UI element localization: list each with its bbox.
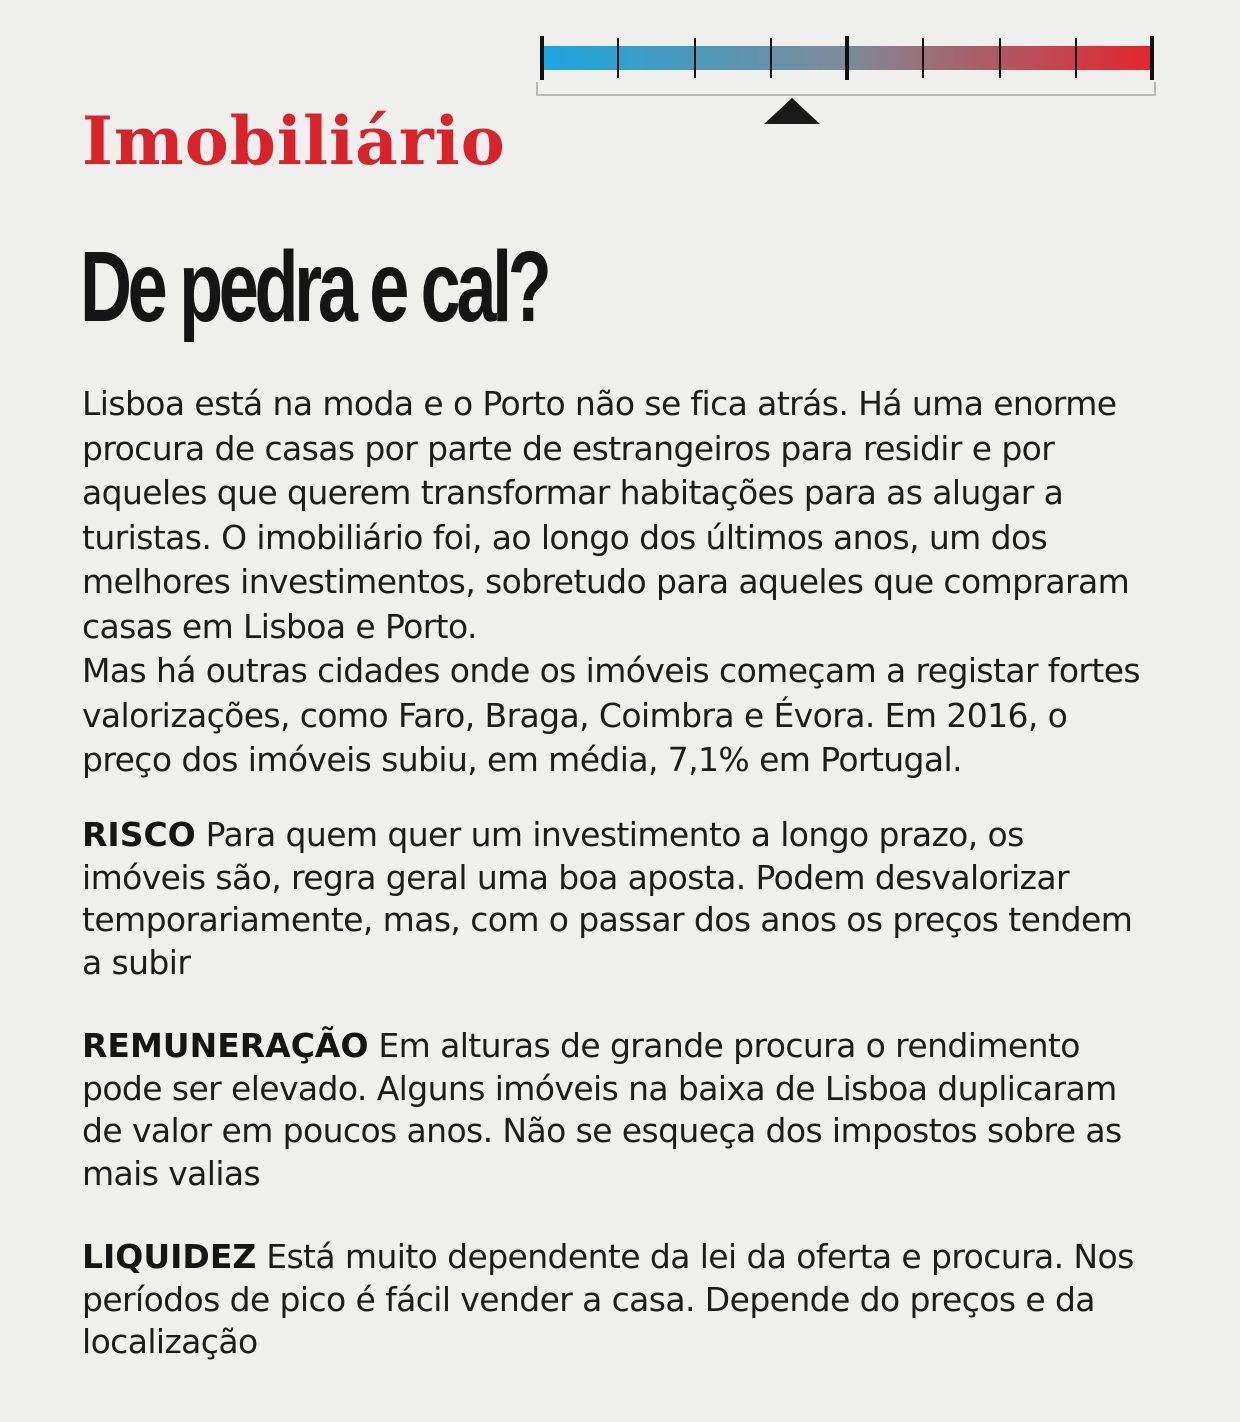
risk-level-pointer-icon <box>764 98 820 124</box>
remuneration-heading: REMUNERAÇÃO <box>82 1026 369 1065</box>
risk-scale <box>536 24 1158 128</box>
liquidity-section <box>82 1236 1157 1364</box>
risk-gradient-bar <box>540 34 1154 82</box>
section-label: Imobiliário <box>82 102 506 180</box>
liquidity-heading: LIQUIDEZ <box>82 1237 257 1276</box>
risk-heading: RISCO <box>82 815 196 854</box>
liquidity-text: Está muito dependente da lei da oferta e procura. Nos períodos de pico é fácil vender a casa. Depende do preços e da localização <box>82 1237 1134 1361</box>
article-title: De pedra e cal? <box>80 231 548 343</box>
scale-bracket <box>536 82 1156 96</box>
risk-text: Para quem quer um investimento a longo prazo, os imóveis são, regra geral uma boa aposta. Podem desvalorizar temporariamente, mas, com o passar dos anos os preços tendem a subir <box>82 815 1133 982</box>
intro-paragraph: Lisboa está na moda e o Porto não se fica atrás. Há uma enorme procura de casas por parte de estrangeiros para residir e por aqueles que querem transformar habitações para as alugar a turistas. O imobiliário foi, ao longo dos últimos anos, um dos melhores investimentos, sobretudo para aqueles que compraram casas em Lisboa e Porto. <box>82 384 1130 646</box>
article-intro <box>82 382 1152 783</box>
risk-section <box>82 814 1157 984</box>
intro-paragraph: Mas há outras cidades onde os imóveis começam a registar fortes valorizações, como Faro, Braga, Coimbra e Évora. Em 2016, o preço dos imóveis subiu, em média, 7,1% em Portugal. <box>82 651 1141 779</box>
remuneration-text: Em alturas de grande procura o rendimento pode ser elevado. Alguns imóveis na baixa de Lisboa duplicaram de valor em poucos anos. Não se esqueça dos impostos sobre as mais valias <box>82 1026 1122 1193</box>
remuneration-section <box>82 1025 1157 1195</box>
